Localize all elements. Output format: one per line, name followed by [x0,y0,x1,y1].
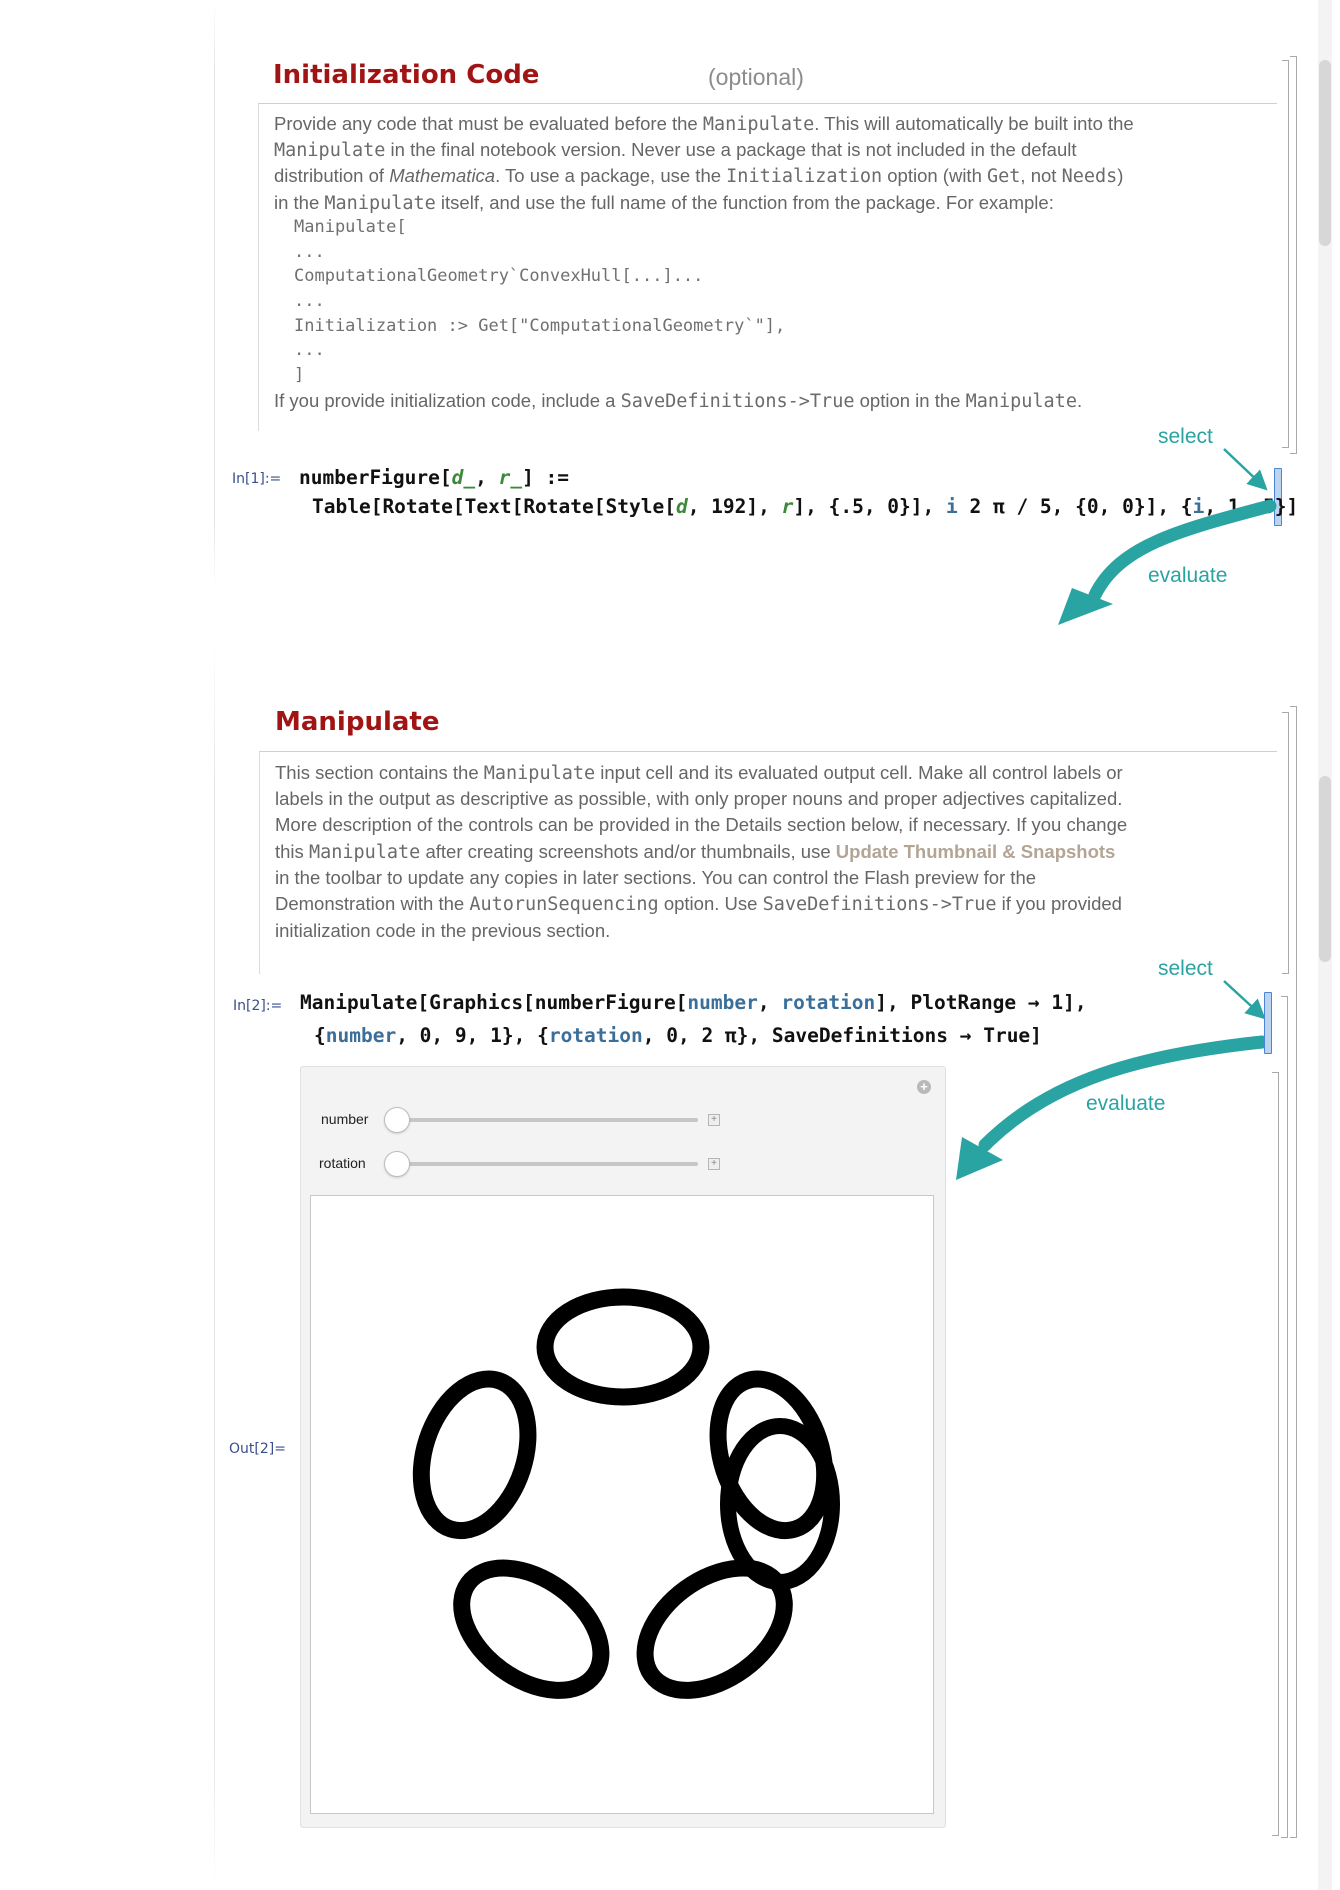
input-code-line[interactable]: Table[Rotate[Text[Rotate[Style[d, 192], r], {.5, 0}], i 2 π / 5, {0, 0}], {i, 1, 5}] [312,495,1299,518]
update-thumbnail-link[interactable]: Update Thumbnail & Snapshots [835,841,1116,862]
evaluate-arrowhead [1058,588,1113,625]
init-description-line: in the Manipulate itself, and use the full name of the function from the package. For example: [274,192,1054,214]
example-code-line: ... [294,242,325,262]
select-arrow [1224,981,1262,1016]
input-code-line[interactable]: {number, 0, 9, 1}, {rotation, 0, 2 π}, SaveDefinitions → True] [314,1024,1042,1047]
section-title-initialization: Initialization Code [273,60,540,90]
manipulate-description-line: Demonstration with the AutorunSequencing option. Use SaveDefinitions->True if you provided [275,893,1122,915]
evaluate-annotation: evaluate [1148,564,1228,587]
manipulate-description-line: in the toolbar to update any copies in later sections. You can control the Flash preview for the [275,867,1037,888]
init-description-line: If you provide initialization code, include a SaveDefinitions->True option in the Manipulate. [274,390,1083,412]
slider-number[interactable] [386,1118,698,1122]
optional-label: (optional) [708,64,804,90]
section-bracket[interactable] [1290,706,1297,1838]
input-code-line[interactable]: Manipulate[Graphics[numberFigure[number, rotation], PlotRange → 1], [300,991,1087,1014]
select-annotation: select [1158,957,1213,980]
example-code-line: ... [294,291,325,311]
manipulate-description-line: This section contains the Manipulate input cell and its evaluated output cell. Make all control labels or [275,762,1123,784]
init-description-line: distribution of Mathematica. To use a package, use the Initialization option (with Get, not Needs) [274,165,1124,187]
manipulate-description-line: this Manipulate after creating screenshots and/or thumbnails, use Update Thumbnail & Snapshots [275,841,1116,863]
example-code-line: ComputationalGeometry`ConvexHull[...]... [294,266,704,286]
control-label-rotation: rotation [319,1155,366,1171]
init-description-line: Provide any code that must be evaluated before the Manipulate. This will automatically be built into the [274,113,1134,135]
slider-number-thumb[interactable] [384,1107,410,1133]
options-plus-icon[interactable]: + [917,1080,931,1094]
slider-rotation[interactable] [386,1162,698,1166]
number-figure-graphic [311,1196,933,1813]
example-code-line: ... [294,340,325,360]
input-code-line[interactable]: numberFigure[d_, r_] := [299,466,570,489]
output-cell-bracket[interactable] [1272,1072,1279,1836]
group-bracket[interactable] [1281,996,1288,1838]
example-code-line: Initialization :> Get["ComputationalGeometry`"], [294,316,786,336]
cell-bracket[interactable] [1282,712,1289,974]
expand-plus-icon[interactable]: + [708,1114,720,1126]
section-title-manipulate: Manipulate [275,707,440,737]
graphics-canvas [310,1195,934,1814]
example-code-line: ] [294,365,305,385]
input-prompt: In[2]:= [233,998,283,1014]
input-cell-bracket-selected[interactable] [1264,992,1272,1054]
manipulate-description-line: More description of the controls can be provided in the Details section below, if necessary. If you change [275,814,1128,835]
output-prompt: Out[2]= [229,1441,286,1457]
evaluate-arrow [1095,506,1270,595]
init-description-line: Manipulate in the final notebook version. Never use a package that is not included in the default [274,139,1077,161]
manipulate-description-line: initialization code in the previous section. [275,920,611,941]
input-prompt: In[1]:= [232,471,282,487]
select-arrow [1224,449,1264,487]
manipulate-description-line: labels in the output as descriptive as possible, with only proper nouns and proper adjectives capitalized. [275,788,1123,809]
rings [403,1297,843,1716]
control-label-number: number [321,1111,369,1127]
select-annotation: select [1158,425,1213,448]
example-code-line: Manipulate[ [294,217,407,237]
slider-rotation-thumb[interactable] [384,1151,410,1177]
evaluate-annotation: evaluate [1086,1092,1166,1115]
expand-plus-icon[interactable]: + [708,1158,720,1170]
